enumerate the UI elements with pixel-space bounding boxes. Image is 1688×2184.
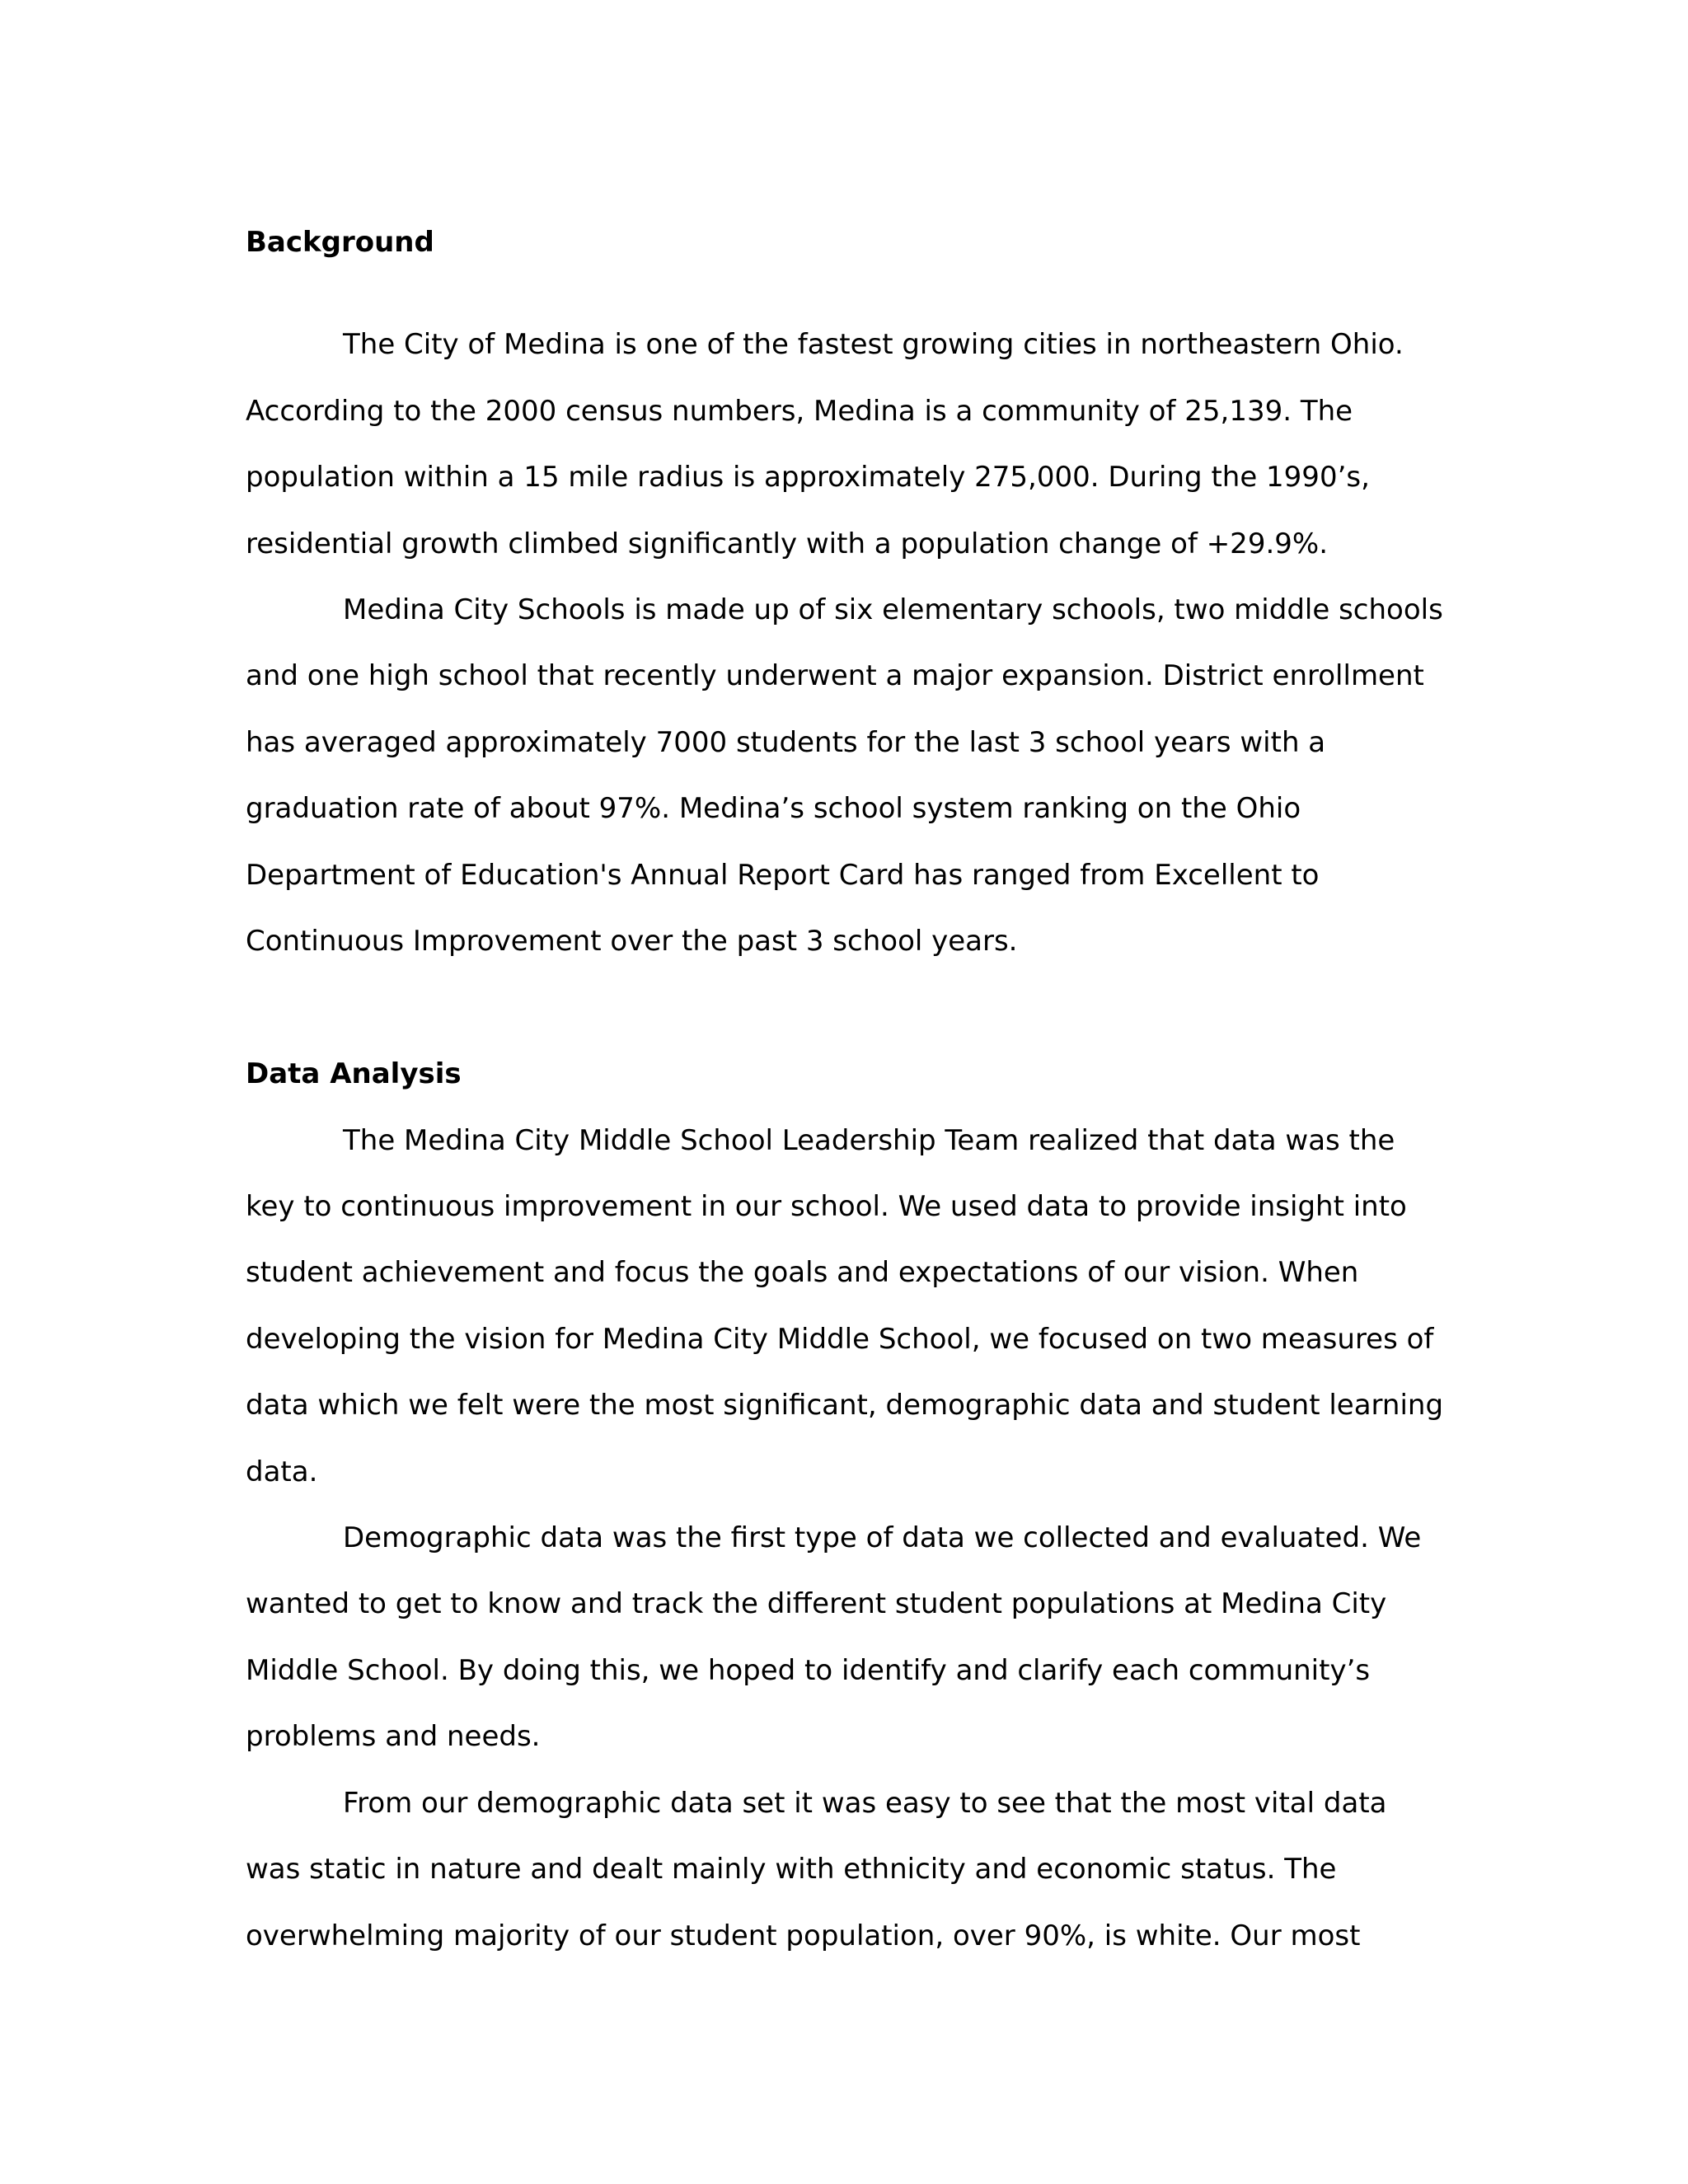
text-line: overwhelming majority of our student population, over 90%, is white. Our most [246,1919,1361,1952]
text-line: According to the 2000 census numbers, Medina is a community of 25,139. The [246,395,1353,428]
text-line: student achievement and focus the goals and expectations of our vision. When [246,1256,1359,1289]
text-line: was static in nature and dealt mainly with ethnicity and economic status. The [246,1853,1337,1886]
text-line: and one high school that recently underwent a major expansion. District enrollment [246,659,1424,692]
text-line: data. [246,1455,318,1488]
text-line: key to continuous improvement in our school. We used data to provide insight into [246,1190,1407,1223]
text-line: Middle School. By doing this, we hoped to identify and clarify each community’s [246,1654,1371,1687]
text-line: problems and needs. [246,1720,541,1753]
text-line: Continuous Improvement over the past 3 school years. [246,925,1018,958]
text-line: residential growth climbed significantly with a population change of +29.9%. [246,527,1329,560]
text-line: population within a 15 mile radius is approximately 275,000. During the 1990’s, [246,461,1370,494]
text-line: Medina City Schools is made up of six elementary schools, two middle schools [343,593,1443,626]
text-line: The Medina City Middle School Leadership Team realized that data was the [343,1124,1395,1157]
text-line: Department of Education's Annual Report Card has ranged from Excellent to [246,859,1320,892]
text-line: developing the vision for Medina City Middle School, we focused on two measures of [246,1323,1434,1356]
section-heading-data-analysis: Data Analysis [246,1057,462,1090]
text-line: has averaged approximately 7000 students for the last 3 school years with a [246,726,1326,759]
text-line: The City of Medina is one of the fastest growing cities in northeastern Ohio. [343,328,1404,361]
text-line: wanted to get to know and track the different student populations at Medina City [246,1587,1387,1620]
section-heading-background: Background [246,226,434,259]
text-line: Demographic data was the first type of data we collected and evaluated. We [343,1521,1422,1554]
text-line: graduation rate of about 97%. Medina’s school system ranking on the Ohio [246,792,1301,825]
text-line: data which we felt were the most significant, demographic data and student learning [246,1389,1444,1422]
text-line: From our demographic data set it was easy to see that the most vital data [343,1787,1387,1820]
